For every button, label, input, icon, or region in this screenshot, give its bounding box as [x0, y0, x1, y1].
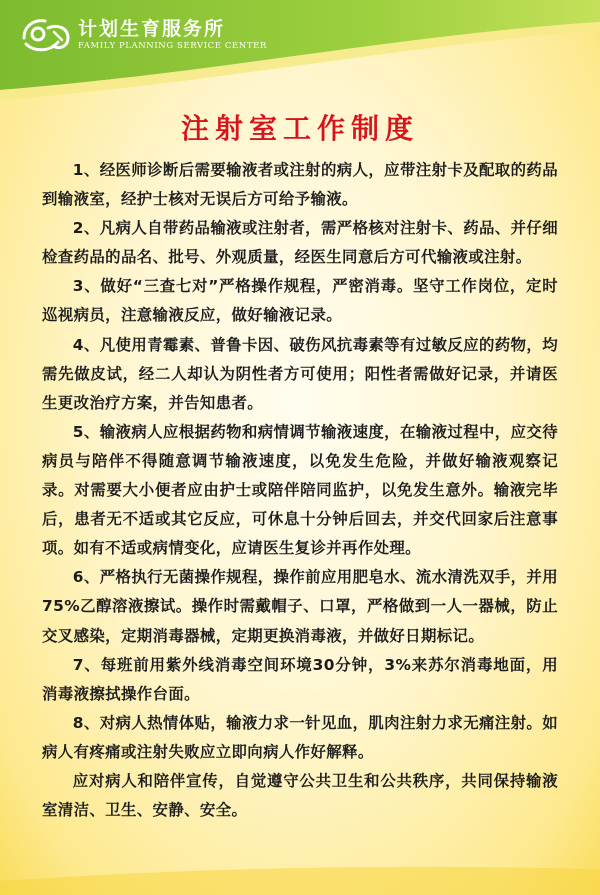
- page-title: 注射室工作制度: [180, 112, 419, 145]
- rule-item: 7、每班前用紫外线消毒空间环境30分钟，3%来苏尔消毒地面，用消毒液擦拭操作台面。: [42, 655, 558, 703]
- logo-chinese-name: 计划生育服务所: [78, 18, 226, 40]
- rule-item: 1、经医师诊断后需要输液者或注射的病人，应带注射卡及配取的药品到输液室，经护士核对无误后方可给予输液。: [42, 161, 558, 209]
- family-planning-logo-icon: [20, 14, 74, 56]
- rule-item: 2、凡病人自带药品输液或注射者，需严格核对注射卡、药品、并仔细检查药品的品名、批号、外观质量，经医生同意后方可代输液或注射。: [42, 219, 558, 267]
- rule-item: 应对病人和陪伴宣传，自觉遵守公共卫生和公共秩序，共同保持输液室清洁、卫生、安静、安全。: [42, 771, 558, 820]
- rule-item: 8、对病人热情体贴，输液力求一针见血，肌肉注射力求无痛注射。如病人有疼痛或注射失败应立即向病人作好解释。: [42, 713, 558, 761]
- bottom-yellow-wave: [0, 855, 600, 895]
- rule-item: 3、做好“三查七对”严格操作规程，严密消毒。坚守工作岗位，定时巡视病员，注意输液反应，做好输液记录。: [42, 277, 558, 325]
- logo: [20, 14, 267, 56]
- rule-item: 5、输液病人应根据药物和病情调节输液速度，在输液过程中，应交待病员与陪伴不得随意调节输液速度，以免发生危险，并做好输液观察记录。对需要大小便者应由护士或陪伴陪同监护，以免发生意外。输液完毕后，患者无不适或其它反应，可休息十分钟后回去，并交代回家后注意事项。如有不适或病情变化，应请医生复诊并再作处理。: [42, 422, 558, 558]
- rules-list: [42, 156, 558, 825]
- rule-item: 4、凡使用青霉素、普鲁卡因、破伤风抗毒素等有过敏反应的药物，均需先做皮试，经二人却认为阴性者方可使用；阳性者需做好记录，并请医生更改治疗方案，并告知患者。: [42, 335, 558, 412]
- logo-english-name: FAMILY PLANNING SERVICE CENTER: [78, 41, 267, 51]
- rule-item: 6、严格执行无菌操作规程，操作前应用肥皂水、流水清洗双手，并用75%乙醇溶液擦试。操作时需戴帽子、口罩，严格做到一人一器械，防止交叉感染，定期消毒器械，定期更换消毒液，并做好日期标记。: [42, 568, 558, 645]
